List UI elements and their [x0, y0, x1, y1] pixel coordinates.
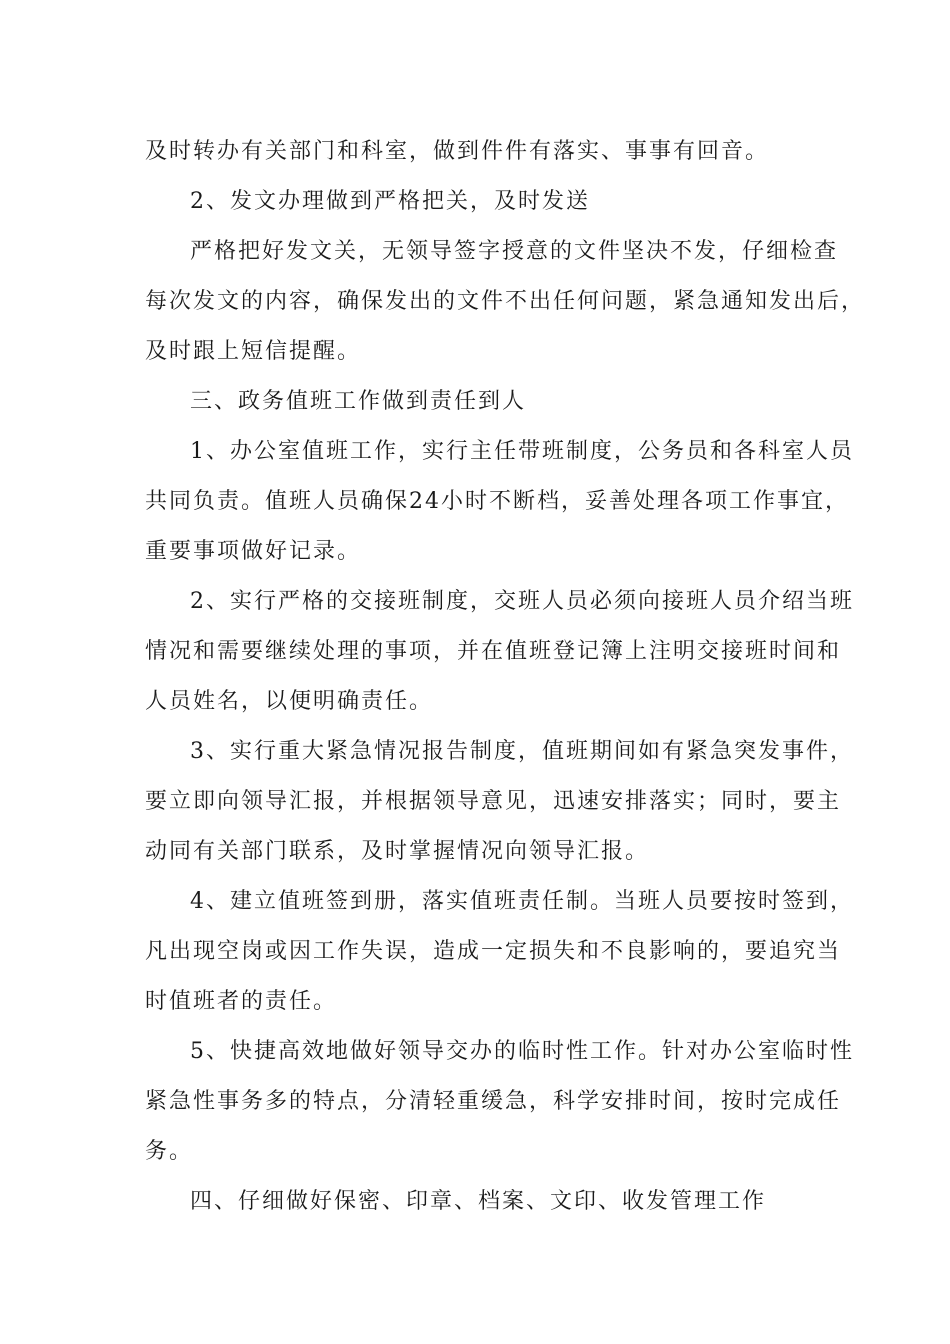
section-heading: 三、政务值班工作做到责任到人 — [190, 389, 527, 414]
text-line: 要立即向领导汇报，并根据领导意见，迅速安排落实；同时，要主 — [145, 789, 842, 814]
section-heading: 四、仔细做好保密、印章、档案、文印、收发管理工作 — [190, 1189, 767, 1214]
text-line: 4、建立值班签到册，落实值班责任制。当班人员要按时签到， — [190, 889, 854, 914]
text-line: 人员姓名，以便明确责任。 — [145, 689, 434, 714]
text-line: 3、实行重大紧急情况报告制度，值班期间如有紧急突发事件， — [190, 739, 854, 764]
text-line: 动同有关部门联系，及时掌握情况向领导汇报。 — [145, 839, 650, 864]
text-line: 及时转办有关部门和科室，做到件件有落实、事事有回音。 — [145, 139, 770, 164]
text-line: 时值班者的责任。 — [145, 989, 338, 1014]
text-line: 凡出现空岗或因工作失误，造成一定损失和不良影响的，要追究当 — [145, 939, 842, 964]
text-line: 2、实行严格的交接班制度，交班人员必须向接班人员介绍当班 — [190, 589, 854, 614]
text-line: 每次发文的内容，确保发出的文件不出任何问题，紧急通知发出后， — [145, 289, 866, 314]
text-line: 及时跟上短信提醒。 — [145, 339, 362, 364]
text-line: 重要事项做好记录。 — [145, 539, 362, 564]
text-line: 严格把好发文关，无领导签字授意的文件坚决不发，仔细检查 — [190, 239, 839, 264]
text-line: 务。 — [145, 1139, 194, 1164]
text-line: 5、快捷高效地做好领导交办的临时性工作。针对办公室临时性 — [190, 1039, 854, 1064]
text-line: 共同负责。值班人员确保24小时不断档，妥善处理各项工作事宜， — [145, 489, 849, 514]
text-line: 紧急性事务多的特点，分清轻重缓急，科学安排时间，按时完成任 — [145, 1089, 842, 1114]
text-line: 情况和需要继续处理的事项，并在值班登记簿上注明交接班时间和 — [145, 639, 842, 664]
text-line: 1、办公室值班工作，实行主任带班制度，公务员和各科室人员 — [190, 439, 854, 464]
section-subheading: 2、发文办理做到严格把关，及时发送 — [190, 189, 590, 214]
